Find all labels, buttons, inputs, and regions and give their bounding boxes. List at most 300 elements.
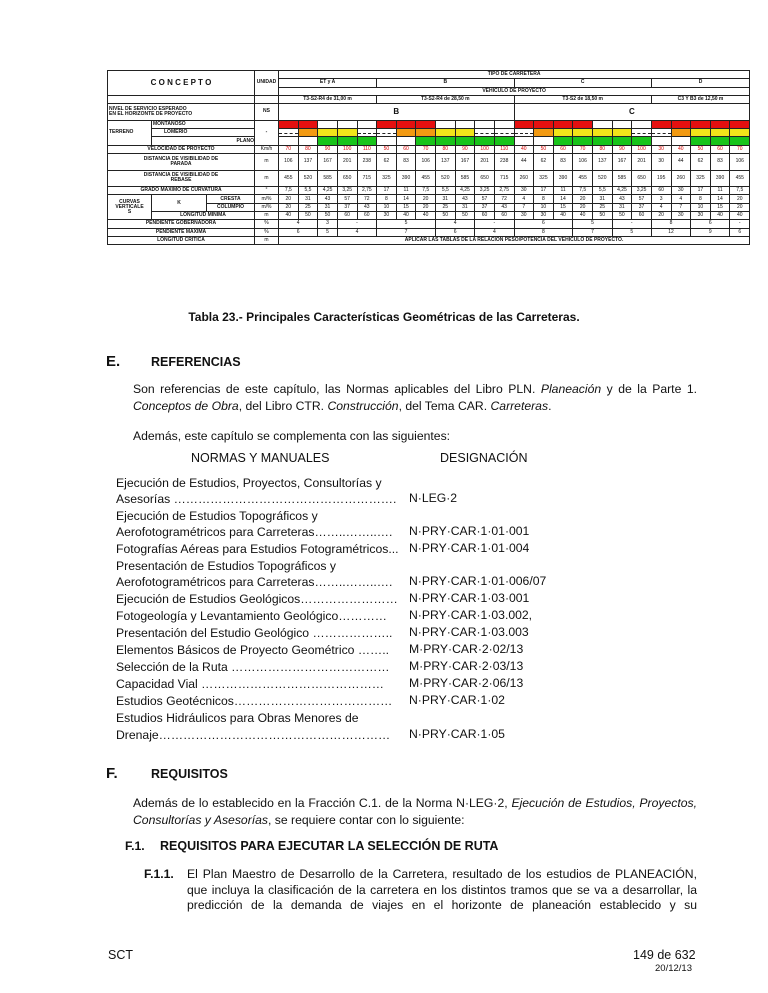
terrain-color-cell	[553, 137, 573, 145]
pend_max-value: 12	[651, 228, 690, 236]
terrain-color-cell	[632, 129, 652, 137]
ns-c: C	[514, 104, 750, 121]
terrain-color-cell	[632, 120, 652, 128]
terreno-plano: PLANO	[152, 137, 255, 145]
terrain-color-cell	[396, 120, 416, 128]
terrain-color-cell	[553, 120, 573, 128]
terrain-color-cell	[357, 137, 377, 145]
cresta-value: 4	[671, 195, 691, 203]
velocidad-value: 110	[357, 145, 377, 153]
table-row	[108, 236, 750, 244]
curvatura-value: 7,5	[416, 187, 436, 195]
curvatura-value: 11	[553, 187, 573, 195]
curvatura-value: 7,5	[279, 187, 299, 195]
long-critica-label: LONGITUD CRITICA	[108, 236, 255, 244]
rebase-value: 715	[357, 170, 377, 187]
velocidad-value: 40	[514, 145, 534, 153]
empty-cell	[255, 95, 279, 103]
terrain-color-cell	[573, 137, 593, 145]
parada-line2: PARADA	[170, 160, 192, 167]
vehiculo-name: C3 Y B3 de 12,50 m	[651, 95, 749, 103]
pend_max-value: 9	[691, 228, 730, 236]
terrain-color-cell	[494, 120, 514, 128]
pend_gob-value: -	[337, 220, 376, 228]
terrain-color-cell	[436, 137, 456, 145]
velocidad-value: 50	[691, 145, 711, 153]
velocidad-value: 50	[534, 145, 554, 153]
parada-value: 201	[632, 153, 652, 170]
section-e-letter: E.	[106, 353, 121, 370]
reference-title: Asesorías ……………………………………………….	[116, 492, 397, 506]
terrain-color-cell	[318, 120, 338, 128]
velocidad-value: 80	[593, 145, 613, 153]
rebase-value: 325	[534, 170, 554, 187]
section-f-title: REQUISITOS	[151, 767, 228, 781]
curvas-line2: VERTICALE	[115, 203, 144, 210]
rebase-value: 195	[651, 170, 671, 187]
cresta-value: 43	[612, 195, 632, 203]
velocidad-value: 60	[553, 145, 573, 153]
rebase-value: 455	[416, 170, 436, 187]
terrain-color-cell	[573, 120, 593, 128]
reference-code: N·PRY·CAR·1·01·004	[409, 541, 530, 555]
table-row	[108, 195, 750, 203]
footer-left: SCT	[108, 948, 133, 962]
columpio-value: 7	[671, 203, 691, 211]
columpio-value: 20	[573, 203, 593, 211]
table-row	[108, 129, 750, 137]
ns-line2: EN EL HORIZONTE DE PROYECTO	[109, 110, 193, 117]
columpio-value: 37	[337, 203, 357, 211]
cresta-value: 31	[593, 195, 613, 203]
curvatura-value: 17	[534, 187, 554, 195]
table-row	[108, 228, 750, 236]
cresta-value: 57	[475, 195, 495, 203]
rebase-value: 520	[436, 170, 456, 187]
cresta-value: 14	[396, 195, 416, 203]
reference-code: N·PRY·CAR·1·05	[409, 727, 505, 741]
parada-label	[108, 153, 255, 170]
curvatura-value: 7,5	[573, 187, 593, 195]
terrain-color-cell	[593, 120, 613, 128]
terrain-color-cell	[573, 129, 593, 137]
pend_max-unit: %	[255, 228, 279, 236]
table-row	[108, 170, 750, 178]
terrain-color-cell	[651, 129, 671, 137]
longitud-value: 30	[534, 212, 554, 220]
pend_max-value: 7	[377, 228, 436, 236]
longitud-value: 40	[416, 212, 436, 220]
table-row	[108, 104, 750, 112]
velocidad-value: 90	[455, 145, 475, 153]
curvatura-value: 11	[396, 187, 416, 195]
curvatura-value: 5,5	[593, 187, 613, 195]
curvatura-label: GRADO MAXIMO DE CURVATURA	[108, 187, 255, 195]
cresta-value: 8	[534, 195, 554, 203]
pend_max-value: 8	[514, 228, 573, 236]
nivel-servicio-label	[108, 104, 255, 121]
cresta-unit: m/%	[255, 195, 279, 203]
column-normas-header: NORMAS Y MANUALES	[191, 451, 330, 465]
terrain-color-cell	[357, 120, 377, 128]
longitud-value: 50	[318, 212, 338, 220]
rebase-value: 390	[553, 170, 573, 187]
longitud-value: 20	[651, 212, 671, 220]
longitud-value: 50	[593, 212, 613, 220]
table-caption: Tabla 23.- Principales Características Geométricas de las Carreteras.	[188, 310, 580, 324]
ns-unit: NS	[255, 104, 279, 121]
parada-value: 201	[337, 153, 357, 170]
terrain-color-cell	[730, 129, 750, 137]
rebase-value: 520	[298, 170, 318, 187]
reference-title-line1: Presentación de Estudios Topográficos y	[116, 559, 336, 573]
terrain-color-cell	[612, 120, 632, 128]
rebase-value: 715	[494, 170, 514, 187]
terrain-color-cell	[436, 120, 456, 128]
parada-value: 83	[553, 153, 573, 170]
footer-date: 20/12/13	[655, 963, 692, 974]
rebase-value: 390	[396, 170, 416, 187]
pend_max-value: 6	[730, 228, 750, 236]
parada-value: 30	[651, 153, 671, 170]
columpio-value: 37	[632, 203, 652, 211]
rebase-value: 520	[593, 170, 613, 187]
terrain-color-cell	[632, 137, 652, 145]
terrain-color-cell	[710, 137, 730, 145]
curvatura-value: 5,5	[436, 187, 456, 195]
cresta-value: 72	[494, 195, 514, 203]
curvatura-value: 30	[514, 187, 534, 195]
velocidad-value: 80	[436, 145, 456, 153]
parada-value: 83	[710, 153, 730, 170]
pend_max-label: PENDIENTE MAXIMA	[108, 228, 255, 236]
curvatura-value: 7,5	[730, 187, 750, 195]
columpio-value: 25	[436, 203, 456, 211]
parada-value: 238	[494, 153, 514, 170]
terrain-color-cell	[396, 137, 416, 145]
terreno-unit: -	[255, 120, 279, 145]
terrain-color-cell	[514, 137, 534, 145]
rebase-value: 390	[710, 170, 730, 187]
reference-code: N·PRY·CAR·1·01·006/07	[409, 574, 547, 588]
terrain-color-cell	[612, 137, 632, 145]
velocidad-value: 110	[494, 145, 514, 153]
parada-value: 44	[671, 153, 691, 170]
cresta-value: 20	[573, 195, 593, 203]
terrain-color-cell	[534, 129, 554, 137]
tipo-header: D	[651, 79, 749, 87]
curvas-line3: S	[127, 208, 132, 215]
terrain-color-cell	[475, 120, 495, 128]
terrain-color-cell	[691, 129, 711, 137]
terrain-color-cell	[377, 137, 397, 145]
columpio-value: 10	[691, 203, 711, 211]
rebase-value: 455	[279, 170, 299, 187]
cresta-value: 31	[298, 195, 318, 203]
cresta-label: CRESTA	[207, 195, 255, 203]
velocidad-value: 30	[651, 145, 671, 153]
cresta-value: 14	[553, 195, 573, 203]
reference-title: Presentación del Estudio Geológico ………………..	[116, 626, 393, 640]
columpio-value: 31	[318, 203, 338, 211]
reference-title: Aerofotogramétricos para Carreteras……..……..….	[116, 575, 393, 589]
reference-title: Estudios Geotécnicos…………………………………	[116, 694, 393, 708]
terrain-color-cell	[279, 129, 299, 137]
vehiculo-name: T3-S2 de 18,50 m	[514, 95, 651, 103]
columpio-value: 31	[455, 203, 475, 211]
reference-title: Selección de la Ruta …………………………………	[116, 660, 390, 674]
pend_max-value: 4	[337, 228, 376, 236]
table-row	[108, 71, 750, 79]
cresta-value: 43	[318, 195, 338, 203]
terrain-color-cell	[593, 137, 613, 145]
reference-title: Drenaje…………………………………………………	[116, 728, 391, 742]
terrain-color-cell	[416, 129, 436, 137]
pend_gob-value: 4	[279, 220, 318, 228]
columpio-value: 7	[514, 203, 534, 211]
pend_gob-value: -	[475, 220, 514, 228]
velocidad-value: 70	[573, 145, 593, 153]
longitud-value: 60	[357, 212, 377, 220]
curvatura-value: 3,25	[337, 187, 357, 195]
terrain-color-cell	[436, 129, 456, 137]
longitud-value: 40	[730, 212, 750, 220]
terrain-color-cell	[534, 137, 554, 145]
columpio-value: 10	[534, 203, 554, 211]
terrain-color-cell	[279, 120, 299, 128]
pend_gob-value: -	[730, 220, 750, 228]
terrain-color-cell	[651, 137, 671, 145]
reference-code: M·PRY·CAR·2·03/13	[409, 659, 524, 673]
unidad-header: UNIDAD	[255, 71, 279, 96]
longitud-value: 40	[573, 212, 593, 220]
terrain-color-cell	[318, 129, 338, 137]
parada-value: 201	[475, 153, 495, 170]
curvatura-value: 4,25	[612, 187, 632, 195]
curvatura-value: 11	[710, 187, 730, 195]
table-row	[108, 212, 750, 220]
velocidad-value: 100	[475, 145, 495, 153]
k-label: K	[152, 195, 207, 212]
terrain-color-cell	[455, 129, 475, 137]
pend_gob-value: 8	[651, 220, 690, 228]
curvatura-value: 3,25	[632, 187, 652, 195]
section-e-title: REFERENCIAS	[151, 355, 241, 369]
table-row	[108, 137, 750, 145]
columpio-label: COLUMPIO	[207, 203, 255, 211]
pend_max-value: 6	[279, 228, 318, 236]
columpio-value: 43	[357, 203, 377, 211]
terrain-color-cell	[593, 129, 613, 137]
terrain-color-cell	[416, 137, 436, 145]
terrain-color-cell	[671, 129, 691, 137]
rebase-value: 455	[730, 170, 750, 187]
table-row	[108, 95, 750, 103]
terrain-color-cell	[710, 120, 730, 128]
columpio-value: 25	[298, 203, 318, 211]
columpio-value: 20	[279, 203, 299, 211]
longitud-value: 30	[691, 212, 711, 220]
terrain-color-cell	[357, 129, 377, 137]
pend_gob-value: 5	[377, 220, 436, 228]
rebase-value: 260	[514, 170, 534, 187]
parada-value: 44	[514, 153, 534, 170]
terrain-color-cell	[377, 120, 397, 128]
longitud-value: 60	[475, 212, 495, 220]
cresta-value: 57	[337, 195, 357, 203]
curvas-line1: CURVAS	[119, 198, 140, 205]
reference-code: N·PRY·CAR·1·02	[409, 693, 505, 707]
pend_gob-value: 4	[436, 220, 475, 228]
table-row	[108, 145, 750, 153]
pend_gob-value: 6	[691, 220, 730, 228]
parada-value: 106	[573, 153, 593, 170]
curvatura-unit: °	[255, 187, 279, 195]
columpio-value: 4	[651, 203, 671, 211]
section-e-intro: Además, este capítulo se complementa con las siguientes:	[133, 429, 451, 443]
longitud-value: 40	[710, 212, 730, 220]
longitud-value: 60	[632, 212, 652, 220]
terrain-color-cell	[691, 137, 711, 145]
velocidad-value: 100	[337, 145, 357, 153]
pend_max-value: 5	[612, 228, 651, 236]
columpio-value: 31	[612, 203, 632, 211]
terreno-label: TERRENO	[108, 120, 152, 145]
velocidad-value: 40	[671, 145, 691, 153]
section-f-paragraph: Además de lo establecido en la Fracción C.1. de la Norma N·LEG·2, Ejecución de Estudios, Proyectos, Consultorías y Asesorías, se requiere contar con lo siguiente:	[133, 796, 697, 827]
reference-code: N·PRY·CAR·1·03.003	[409, 625, 529, 639]
parada-value: 137	[593, 153, 613, 170]
terrain-color-cell	[455, 137, 475, 145]
curvatura-value: 4,25	[318, 187, 338, 195]
longitud-value: 60	[494, 212, 514, 220]
reference-title: Fotografías Aéreas para Estudios Fotogramétricos...	[116, 542, 399, 556]
table-row	[108, 153, 750, 161]
reference-title: Aerofotogramétricos para Carreteras……..……..….	[116, 525, 393, 539]
long-critica-text: APLICAR LAS TABLAS DE LA RELACIÓN PESO/POTENCIA DEL VEHÍCULO DE PROYECTO.	[279, 236, 750, 244]
velocidad-value: 70	[730, 145, 750, 153]
rebase-value: 325	[377, 170, 397, 187]
rebase-value: 585	[318, 170, 338, 187]
page-number: 149 de 632	[633, 948, 696, 962]
parada-value: 137	[298, 153, 318, 170]
longitud-value: 30	[377, 212, 397, 220]
terrain-color-cell	[514, 129, 534, 137]
longitud-value: 40	[553, 212, 573, 220]
terrain-color-cell	[612, 129, 632, 137]
curvatura-value: 4,25	[455, 187, 475, 195]
parada-value: 62	[691, 153, 711, 170]
terrain-color-cell	[298, 120, 318, 128]
reference-title-line1: Ejecución de Estudios, Proyectos, Consultorías y	[116, 476, 382, 490]
reference-title: Fotogeología y Levantamiento Geológico…………	[116, 609, 387, 623]
cresta-value: 72	[357, 195, 377, 203]
curvatura-value: 5,5	[298, 187, 318, 195]
cresta-value: 8	[691, 195, 711, 203]
rebase-line1: DISTANCIA DE VISIBILIDAD DE	[143, 172, 219, 179]
parada-value: 106	[416, 153, 436, 170]
pend_gob-label: PENDIENTE GOBERNADORA	[108, 220, 255, 228]
reference-title: Elementos Básicos de Proyecto Geométrico ……..	[116, 643, 389, 657]
terreno-montanoso: MONTAÑOSO	[152, 120, 255, 128]
geometric-characteristics-table	[107, 70, 750, 245]
rebase-value: 585	[612, 170, 632, 187]
velocidad-value: 80	[298, 145, 318, 153]
longitud-value: 30	[514, 212, 534, 220]
velocidad-value: 70	[279, 145, 299, 153]
longitud-value: 40	[279, 212, 299, 220]
f11-paragraph: El Plan Maestro de Desarrollo de la Carretera, resultado de los estudios de PLANEACIÓN, que incluya la clasificación de la carretera en los distintos tramos que se va a desarrollar, la predicción de la demanda de viajes en el horizonte de planeación establecido y su	[187, 867, 697, 912]
column-designacion-header: DESIGNACIÓN	[440, 451, 528, 465]
terrain-color-cell	[337, 137, 357, 145]
tipo-carretera-header: TIPO DE CARRETERA	[279, 71, 750, 79]
cresta-value: 57	[632, 195, 652, 203]
reference-code: N·LEG·2	[409, 491, 458, 505]
terrain-color-cell	[710, 129, 730, 137]
reference-code: N·PRY·CAR·1·03·001	[409, 591, 530, 605]
curvatura-value: 17	[377, 187, 397, 195]
velocidad-label: VELOCIDAD DE PROYECTO	[108, 145, 255, 153]
longitud-value: 50	[455, 212, 475, 220]
velocidad-value: 100	[632, 145, 652, 153]
reference-code: N·PRY·CAR·1·01·001	[409, 524, 530, 538]
velocidad-value: 90	[318, 145, 338, 153]
pend_gob-value: 6	[514, 220, 573, 228]
parada-value: 238	[357, 153, 377, 170]
tipo-header: ET y A	[279, 79, 377, 87]
velocidad-value: 60	[710, 145, 730, 153]
columpio-value: 15	[553, 203, 573, 211]
terrain-color-cell	[671, 120, 691, 128]
terrain-color-cell	[318, 137, 338, 145]
pend_gob-unit: %	[255, 220, 279, 228]
columpio-unit: m/%	[255, 203, 279, 211]
table-row	[108, 120, 750, 128]
parada-value: 62	[534, 153, 554, 170]
pend_gob-value: -	[612, 220, 651, 228]
curvatura-value: 17	[691, 187, 711, 195]
columpio-value: 15	[710, 203, 730, 211]
terrain-color-cell	[298, 129, 318, 137]
cresta-value: 20	[730, 195, 750, 203]
terrain-color-cell	[730, 137, 750, 145]
reference-title: Capacidad Vial ………………………………………	[116, 677, 384, 691]
reference-title-line1: Ejecución de Estudios Topográficos y	[116, 509, 318, 523]
terreno-lomerio: LOMERIO	[152, 129, 255, 137]
longitud-value: 50	[612, 212, 632, 220]
terrain-color-cell	[494, 129, 514, 137]
terrain-color-cell	[475, 137, 495, 145]
longitud-unit: m	[255, 212, 279, 220]
curvatura-value: 60	[651, 187, 671, 195]
terrain-color-cell	[514, 120, 534, 128]
columpio-value: 20	[416, 203, 436, 211]
longitud-label: LONGITUD MÍNIMA	[152, 212, 255, 220]
velocidad-value: 60	[396, 145, 416, 153]
parada-value: 167	[612, 153, 632, 170]
curvatura-value: 3,25	[475, 187, 495, 195]
terrain-color-cell	[396, 129, 416, 137]
ns-b: B	[279, 104, 515, 121]
terrain-color-cell	[691, 120, 711, 128]
vehiculo-header: VEHÍCULO DE PROYECTO	[279, 87, 750, 95]
velocidad-value: 70	[416, 145, 436, 153]
parada-value: 167	[318, 153, 338, 170]
parada-value: 167	[455, 153, 475, 170]
pend_max-value: 6	[436, 228, 475, 236]
terrain-color-cell	[730, 120, 750, 128]
parada-value: 62	[377, 153, 397, 170]
